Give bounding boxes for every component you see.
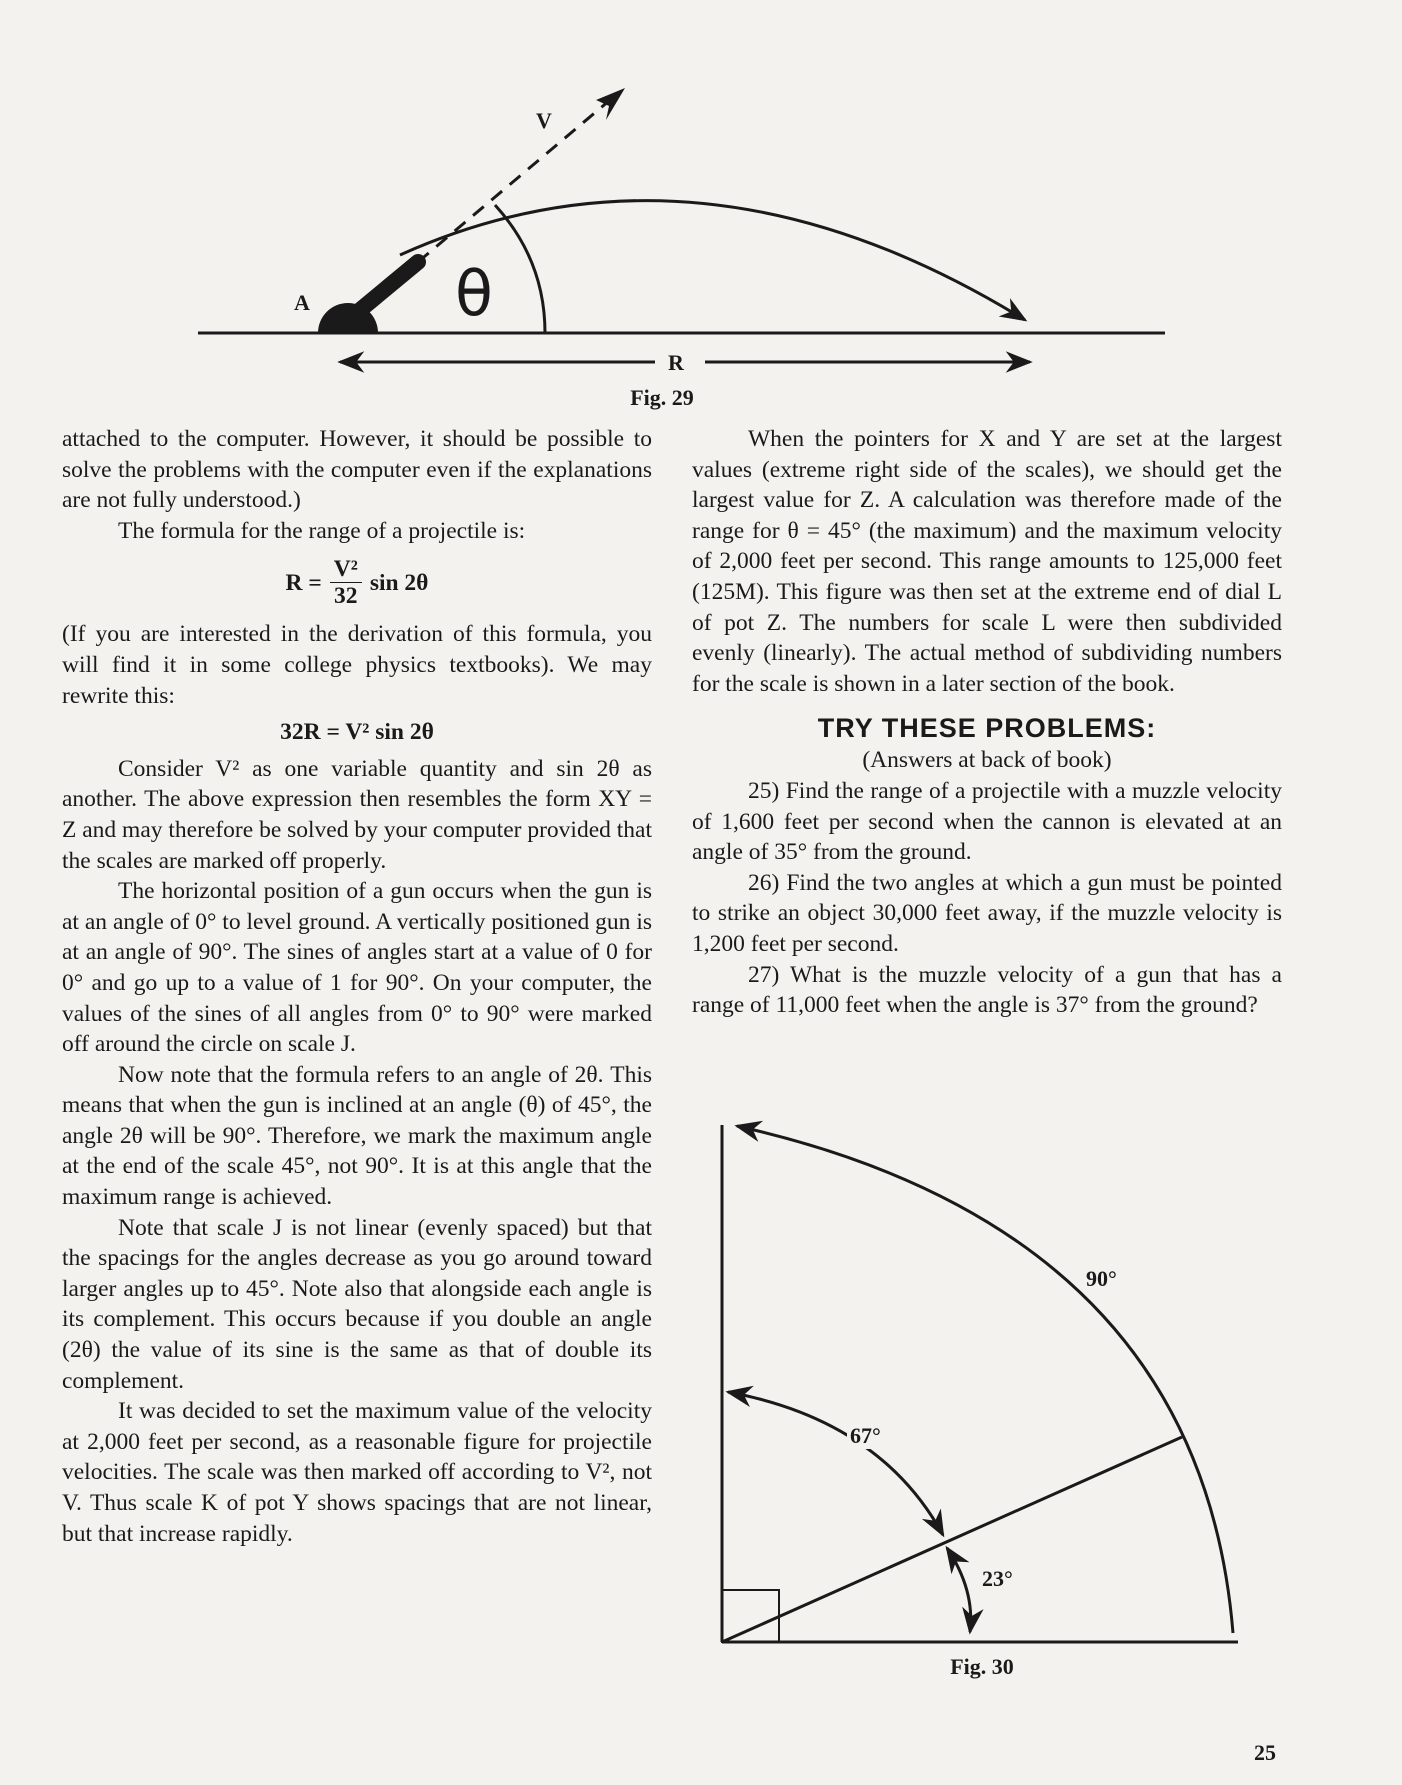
left-paragraph-5: The horizontal position of a gun occurs when the gun is at an angle of 0° to level ground. A vertically positioned gun is at an angle of 90°. The sines of angles start at a value of 0 for 0° and go up to a value of 1 for 90°. On your computer, the values of the sines of all angles from 0° to 90° were marked off around the circle on scale J. — [62, 878, 652, 1058]
label-90-degrees: 90° — [1086, 1266, 1117, 1291]
left-paragraph-3: (If you are interested in the derivation of this formula, you will find it in some college physics textbooks). We may rewrite this: — [62, 621, 652, 709]
formula-numerator: V² — [330, 556, 362, 583]
problems-subheading: (Answers at back of book) — [862, 747, 1112, 774]
arc-23 — [947, 1548, 971, 1632]
label-67-degrees: 67° — [850, 1423, 881, 1448]
left-paragraph-2: The formula for the range of a projectile is: — [118, 517, 526, 544]
label-theta: θ — [455, 257, 493, 330]
diagonal-line — [722, 1437, 1182, 1642]
arc-67 — [728, 1392, 943, 1535]
arc-90 — [737, 1126, 1233, 1633]
label-23-degrees: 23° — [982, 1566, 1013, 1591]
problem-25: 25) Find the range of a projectile with a muzzle velocity of 1,600 feet per second when the cannon is elevated at an angle of 35° from the ground. — [692, 777, 1282, 866]
problem-27: 27) What is the muzzle velocity of a gun that has a range of 11,000 feet when the angle is 37° from the ground? — [692, 961, 1282, 1019]
figure-30-caption: Fig. 30 — [950, 1654, 1014, 1679]
rewritten-formula: 32R = V² sin 2θ — [280, 719, 434, 746]
left-paragraph-1: attached to the computer. However, it should be possible to solve the problems with the computer even if the explanations are not fully understood.) — [62, 426, 652, 514]
formula-lhs: R = — [285, 569, 322, 596]
label-a: A — [294, 290, 310, 315]
problems-heading: TRY THESE PROBLEMS: — [817, 713, 1157, 744]
right-paragraph-1: When the pointers for X and Y are set at the largest values (extreme right side of the scales), we should get the largest value for Z. A calculation was therefore made of the range for θ = 45° (the maximum) and the maximum velocity of 2,000 feet per second. This range amounts to 125,000 feet (125M). This figure was then set at the extreme end of dial L of pot Z. The numbers for scale L were then subdivided evenly (linearly). The actual method of subdividing numbers for the scale is shown in a later section of the book. — [692, 426, 1282, 697]
right-angle-marker — [722, 1590, 779, 1642]
formula-rhs: sin 2θ — [369, 569, 429, 596]
label-r: R — [668, 350, 684, 375]
label-v: V — [536, 108, 552, 133]
left-paragraph-7: Note that scale J is not linear (evenly spaced) but that the spacings for the angles decrease as you go around toward larger angles up to 45°. Note also that alongside each angle is its complement. This occurs because if you double an angle (2θ) the value of its sine is the same as that of double its complement. — [62, 1214, 652, 1394]
left-paragraph-8: It was decided to set the maximum value of the velocity at 2,000 feet per second, as a reasonable figure for projectile velocities. The scale was then marked off according to V², not V. Thus scale K of pot Y shows spacings that are not linear, but that increase rapidly. — [62, 1398, 652, 1547]
left-paragraph-4: Consider V² as one variable quantity and sin 2θ as another. The above expression then resembles the form XY = Z and may therefore be solved by your computer provided that the scales are marked off properly. — [62, 755, 652, 874]
formula-denominator: 32 — [334, 583, 358, 610]
page-number: 25 — [1254, 1740, 1276, 1765]
problem-26: 26) Find the two angles at which a gun must be pointed to strike an object 30,000 feet away, if the muzzle velocity is 1,200 feet per second. — [692, 869, 1282, 957]
left-paragraph-6: Now note that the formula refers to an angle of 2θ. This means that when the gun is inclined at an angle (θ) of 45°, the angle 2θ will be 90°. Therefore, we mark the maximum angle at the end of the scale 45°, not 90°. It is at this angle that the maximum range is achieved. — [62, 1061, 652, 1211]
figure-29-caption: Fig. 29 — [630, 385, 694, 410]
